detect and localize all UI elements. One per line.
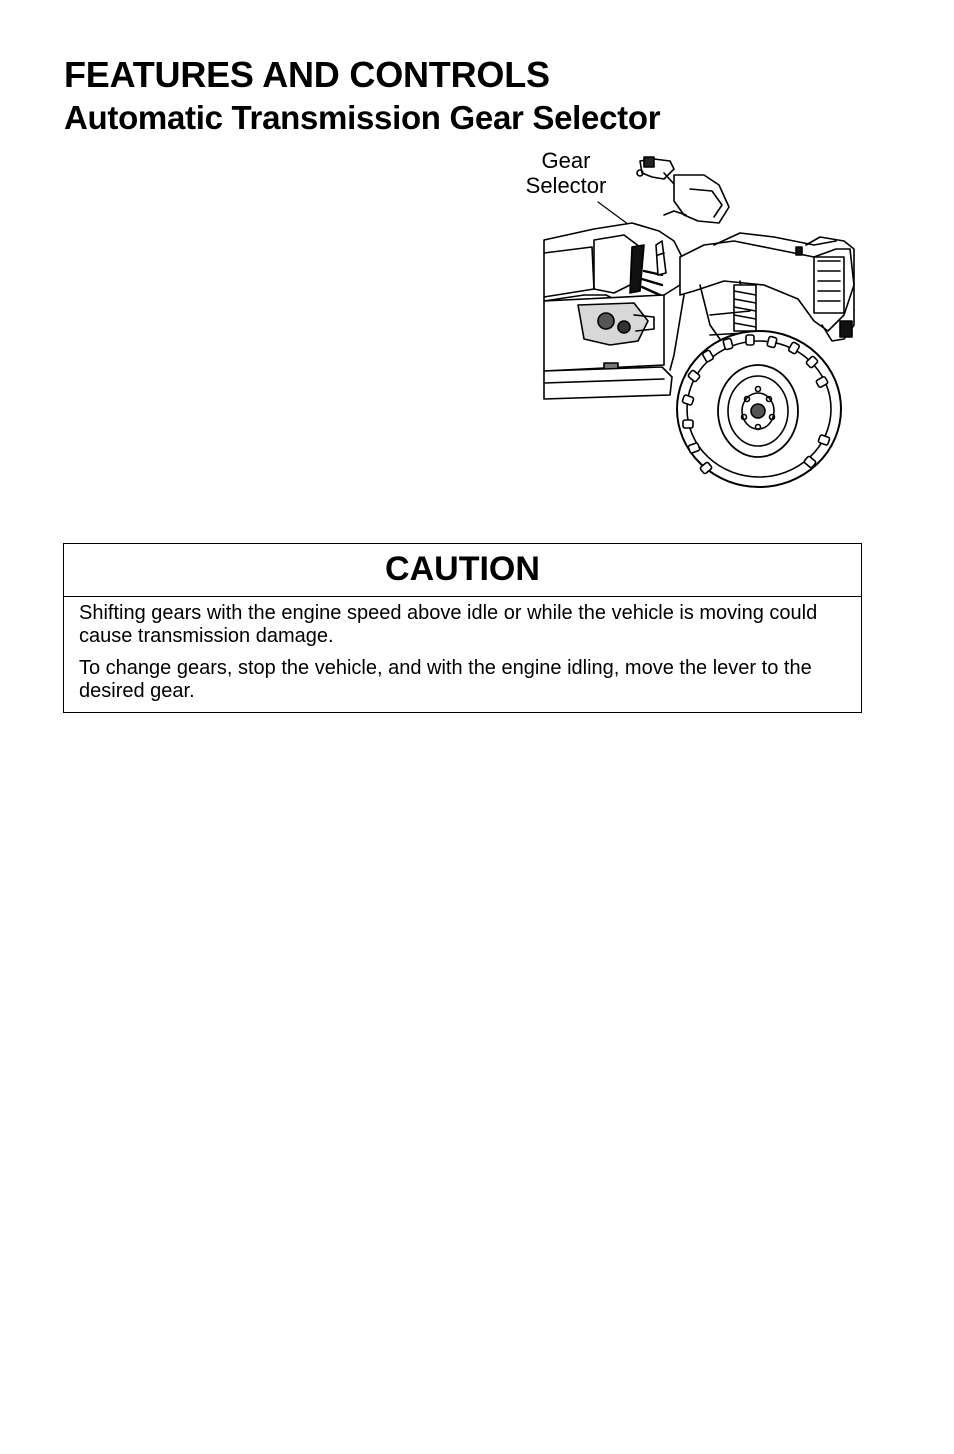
caution-paragraph-2: To change gears, stop the vehicle, and with the engine idling, move the lever to the desired gear. (79, 657, 812, 702)
callout-line-1: Gear (541, 148, 591, 173)
atv-illustration (514, 145, 864, 495)
subsection-title: Automatic Transmission Gear Selector (64, 99, 661, 136)
caution-body (64, 597, 861, 703)
footwell (544, 367, 672, 399)
engine (544, 295, 664, 377)
callout-line-2: Selector (525, 173, 607, 198)
front-fender (680, 233, 854, 341)
caution-title: CAUTION (64, 544, 861, 597)
front-tire (677, 331, 841, 487)
handlebar (637, 157, 729, 223)
caution-box (63, 543, 862, 713)
section-title: FEATURES AND CONTROLS (64, 54, 550, 95)
caution-paragraph-1: Shifting gears with the engine speed above idle or while the vehicle is moving could cause transmission damage. (79, 602, 818, 647)
